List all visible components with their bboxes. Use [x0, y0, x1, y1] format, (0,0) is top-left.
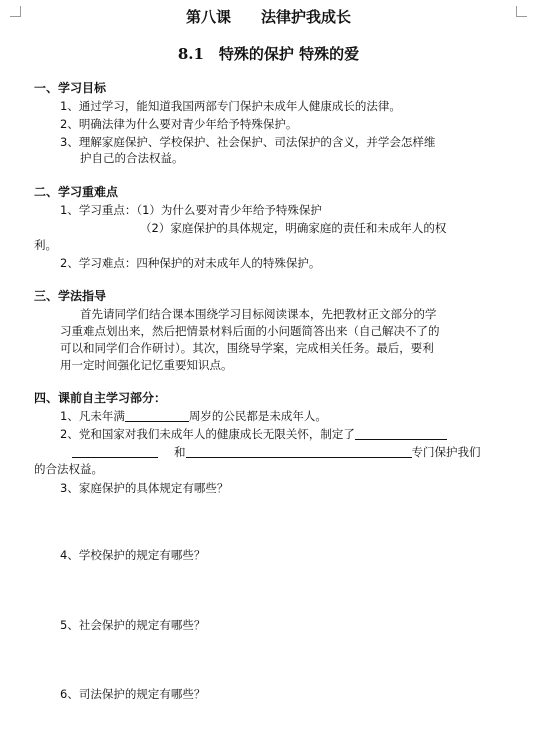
question-2-tail: 专门保护我们 — [411, 445, 481, 459]
question-2-prefix: 2、党和国家对我们未成年人的健康成长无限关怀，制定了 — [60, 427, 355, 441]
preview-heading: 四、课前自主学习部分： — [34, 391, 167, 405]
question-2-blank-3[interactable] — [186, 445, 412, 458]
key-point-1-sub-cont: 利。 — [34, 238, 57, 252]
objective-item-3: 3、理解家庭保护、学校保护、社会保护、司法保护的含义，并学会怎样维 — [60, 135, 436, 149]
question-2-line-2 — [72, 444, 481, 460]
question-1-suffix: 周岁的公民都是未成年人。 — [188, 409, 327, 423]
method-heading: 三、学法指导 — [34, 289, 107, 303]
question-1-blank[interactable] — [125, 409, 189, 422]
question-6: 6、司法保护的规定有哪些？ — [60, 687, 206, 701]
objective-item-3-cont: 护自己的合法权益。 — [80, 151, 184, 165]
question-2-blank-1[interactable] — [355, 427, 447, 440]
key-points-heading: 二、学习重难点 — [34, 185, 119, 199]
key-point-1-sub: （2）家庭保护的具体规定，明确家庭的责任和未成年人的权 — [140, 221, 447, 235]
method-paragraph-line-1: 首先请同学们结合课本围绕学习目标阅读课本，先把教材正文部分的学 — [80, 307, 437, 321]
method-paragraph-line-3: 可以和同学们合作研讨）。其次，围绕导学案，完成相关任务。最后，要利 — [60, 341, 434, 355]
key-point-1: 1、学习重点：（1）为什么要对青少年给予特殊保护 — [60, 203, 322, 217]
objective-item-2: 2、明确法律为什么要对青少年给予特殊保护。 — [60, 117, 298, 131]
method-paragraph-line-2: 习重难点划出来，然后把情景材料后面的小问题简答出来（自己解决不了的 — [60, 324, 440, 338]
question-2-and: 和 — [174, 445, 186, 459]
question-4: 4、学校保护的规定有哪些？ — [60, 548, 206, 562]
lesson-title: 第八课 法律护我成长 — [185, 8, 351, 26]
question-2-blank-2[interactable] — [72, 445, 158, 458]
key-point-2: 2、学习难点：四种保护的对未成年人的特殊保护。 — [60, 256, 321, 270]
section-title: 8.1 特殊的保护 特殊的爱 — [177, 45, 360, 63]
question-2 — [60, 426, 447, 442]
question-2-end: 的合法权益。 — [34, 462, 103, 476]
question-3: 3、家庭保护的具体规定有哪些？ — [60, 481, 229, 495]
question-1-prefix: 1、凡未年满 — [60, 409, 125, 423]
question-1 — [60, 408, 327, 424]
method-paragraph-line-4: 用一定时间强化记忆重要知识点。 — [60, 358, 233, 372]
objectives-heading: 一、学习目标 — [34, 81, 107, 95]
question-5: 5、社会保护的规定有哪些？ — [60, 618, 206, 632]
objective-item-1: 1、通过学习，能知道我国两部专门保护未成年人健康成长的法律。 — [60, 99, 401, 113]
